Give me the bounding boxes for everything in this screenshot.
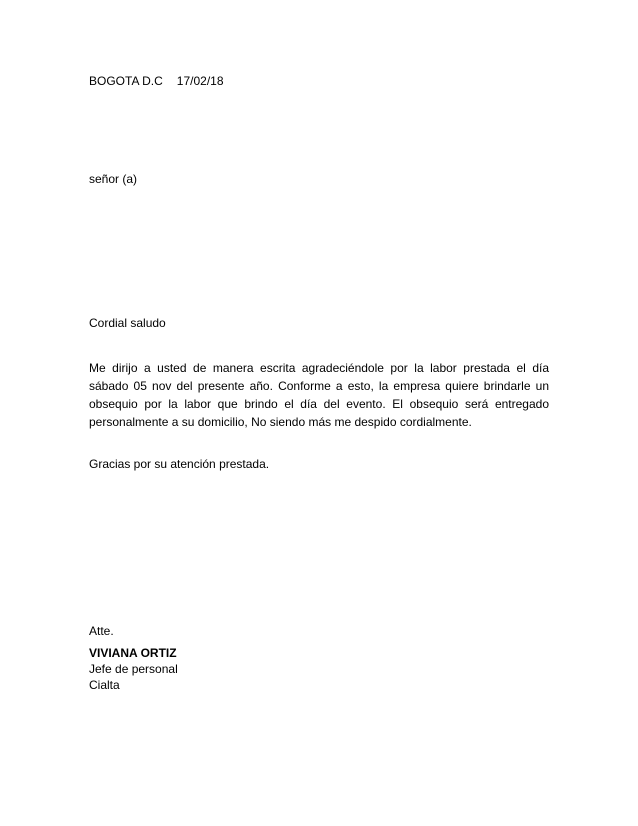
greeting: Cordial saludo xyxy=(89,316,166,330)
date: 17/02/18 xyxy=(176,74,224,88)
place-date-line xyxy=(89,74,224,88)
signer-name: VIVIANA ORTIZ xyxy=(89,646,177,660)
company-name: Cialta xyxy=(89,678,120,692)
city: BOGOTA D.C xyxy=(89,74,163,88)
closing: Atte. xyxy=(89,624,114,638)
letter-body: Me dirijo a usted de manera escrita agradeciéndole por la labor prestada el día sábado 05 nov del presente año. Conforme a esto, la empresa quiere brindarle un obsequio por la labor que brindo el día del evento. El obsequio será entregado personalmente a su domicilio, No siendo más me despido cordialmente. xyxy=(89,361,549,429)
thanks-line: Gracias por su atención prestada. xyxy=(89,457,270,471)
recipient: señor (a) xyxy=(89,172,138,186)
signer-title: Jefe de personal xyxy=(89,662,178,676)
